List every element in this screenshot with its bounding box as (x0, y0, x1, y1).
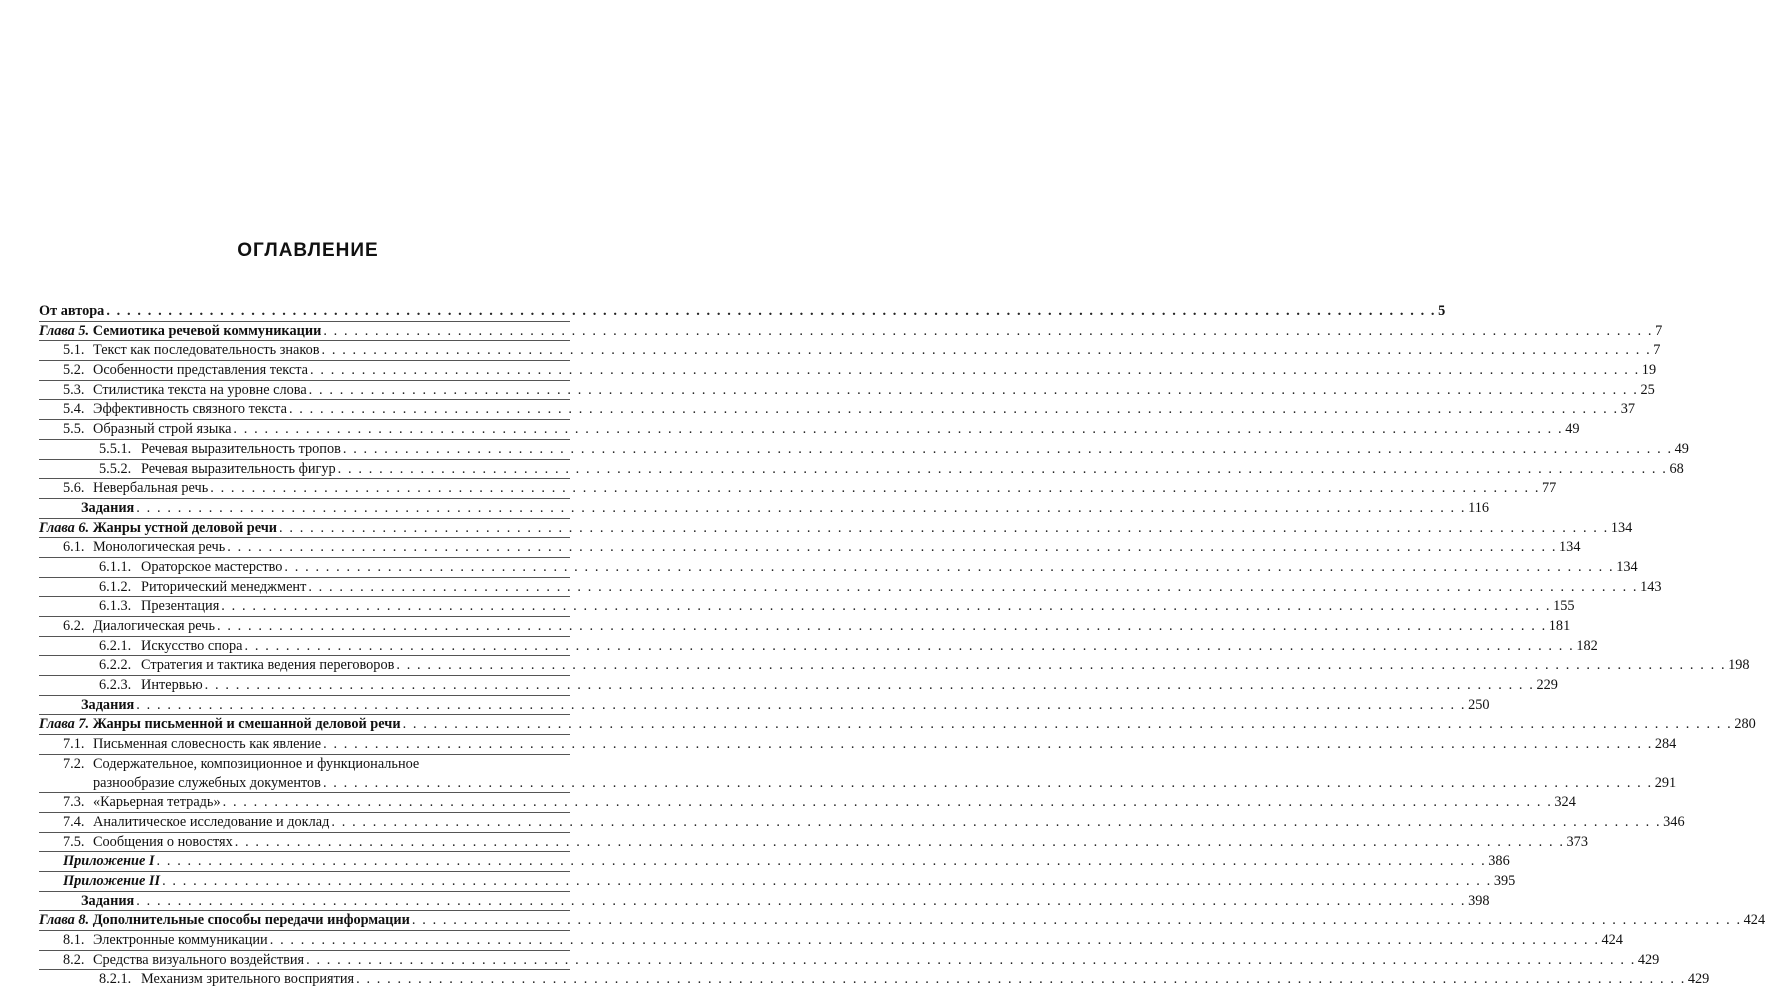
toc-entry[interactable] (39, 538, 1581, 558)
dot-leader (306, 951, 1636, 970)
toc-entry-page: 284 (1654, 736, 1677, 753)
dot-leader (331, 813, 1661, 832)
toc-entry[interactable] (39, 931, 1623, 951)
toc-entry-label: Задания (81, 499, 135, 516)
toc-entry[interactable] (39, 833, 1588, 853)
section-number: 6.1.1. (99, 558, 132, 575)
section-number: 7.2. (63, 755, 85, 772)
toc-entry[interactable] (39, 656, 1750, 676)
toc-entry-label: «Карьерная тетрадь» (93, 794, 221, 811)
section-number: 8.2. (63, 951, 85, 968)
toc-chapter-7[interactable] (39, 715, 1756, 735)
toc-entry-page: 77 (1542, 480, 1557, 497)
toc-entry-label: Диалогическая речь (93, 618, 215, 634)
dot-leader (223, 793, 1553, 812)
chapter-number: Глава 5. (39, 322, 90, 339)
toc-entry[interactable] (39, 951, 1660, 971)
dot-leader (322, 341, 1652, 360)
dot-leader (356, 970, 1686, 989)
toc-entry-label: Сообщения о новостях (93, 833, 233, 850)
toc-entry[interactable] (39, 597, 1575, 617)
dot-leader (136, 696, 1466, 715)
page-title: ОГЛАВЛЕНИЕ (237, 240, 379, 261)
dot-leader (310, 361, 1640, 380)
toc-entry-label: Жанры письменной и смешанной деловой речи (92, 716, 401, 733)
toc-entry-label: Риторический менеджмент (141, 578, 307, 595)
toc-entry-label: Дополнительные способы передачи информации (92, 912, 410, 929)
toc-entry-label: Эффективность связного текста (93, 401, 287, 418)
toc-entry[interactable] (39, 813, 1685, 833)
dot-leader (210, 479, 1540, 498)
toc-entry[interactable] (39, 793, 1576, 813)
toc-entry-label: Искусство спора (141, 637, 243, 654)
toc-entry-label: Содержательное, композиционное и функциональное (93, 755, 420, 772)
toc-entry-label: Электронные коммуникации (93, 932, 268, 949)
section-number: 8.1. (63, 932, 85, 949)
dot-leader (338, 460, 1668, 479)
section-number: 6.1.3. (99, 598, 132, 615)
toc-entry-page: 229 (1536, 677, 1558, 694)
toc-entry-label: От автора (39, 303, 105, 319)
toc-entry-label: Речевая выразительность фигур (141, 460, 336, 477)
toc-entry[interactable] (39, 558, 1638, 578)
chapter-number: Глава 6. (39, 519, 90, 536)
toc-entry-page: 395 (1493, 872, 1516, 889)
toc-entry-tasks[interactable] (39, 892, 1490, 912)
toc-entry-page: 143 (1640, 578, 1662, 595)
toc-chapter-5[interactable] (39, 322, 1663, 342)
dot-leader (227, 538, 1557, 557)
toc-entry[interactable] (39, 361, 1657, 381)
section-number: 6.2. (63, 618, 85, 634)
dot-leader (136, 499, 1466, 518)
section-number: 5.5. (63, 421, 85, 438)
toc-entry-tasks[interactable] (39, 696, 1490, 716)
toc-entry-page: 373 (1566, 833, 1588, 850)
toc-entry-tasks[interactable] (39, 499, 1489, 519)
toc-entry[interactable] (39, 381, 1655, 401)
toc-entry-label: Стратегия и тактика ведения переговоров (141, 657, 395, 674)
toc-entry-page: 49 (1565, 421, 1580, 438)
dot-leader (106, 302, 1436, 321)
dot-leader (162, 872, 1492, 891)
toc-entry-label: Механизм зрительного восприятия (141, 971, 355, 988)
dot-leader (284, 558, 1614, 577)
toc-entry[interactable] (39, 755, 1677, 793)
toc-entry-appendix-2[interactable] (39, 872, 1516, 892)
toc-entry-page: 324 (1554, 794, 1576, 811)
dot-leader (205, 676, 1535, 695)
section-number: 7.4. (63, 813, 85, 830)
toc-entry-page: 5 (1438, 303, 1446, 319)
toc-entry[interactable] (39, 617, 1571, 637)
toc-entry-label: Семиотика речевой коммуникации (92, 322, 322, 339)
toc-entry[interactable] (39, 479, 1557, 499)
toc-entry-page: 198 (1728, 657, 1750, 674)
toc-entry-page: 182 (1576, 637, 1598, 654)
section-number: 5.5.2. (99, 460, 132, 477)
toc-entry-page: 134 (1610, 519, 1633, 536)
dot-leader (221, 597, 1551, 616)
toc-entry[interactable] (39, 440, 1689, 460)
toc-entry-label: Образный строй языка (93, 421, 232, 438)
toc-entry-label-continued: разнообразие служебных документов (93, 774, 321, 791)
toc-entry-label: Задания (81, 696, 135, 713)
toc-entry-label: Презентация (141, 598, 220, 615)
section-number: 7.3. (63, 794, 85, 811)
toc-entry-page: 7 (1653, 342, 1661, 359)
toc-entry-appendix-1[interactable] (39, 852, 1510, 872)
section-number: 6.1. (63, 539, 85, 556)
toc-entry-page: 49 (1674, 440, 1689, 457)
toc-entry[interactable] (39, 400, 1636, 420)
toc-entry[interactable] (39, 735, 1677, 755)
section-number: 7.1. (63, 736, 85, 753)
toc-entry-page: 291 (1654, 774, 1677, 791)
dot-leader (412, 911, 1742, 930)
dot-leader (136, 892, 1466, 911)
table-of-contents (39, 302, 1765, 989)
toc-entry-label: Письменная словесность как явление (93, 736, 322, 753)
toc-entry[interactable] (39, 341, 1661, 361)
toc-entry-page: 155 (1553, 598, 1575, 615)
dot-leader (270, 931, 1600, 950)
dot-leader (279, 519, 1609, 538)
toc-entry-page: 134 (1616, 558, 1638, 575)
toc-entry-label: Текст как последовательность знаков (93, 342, 320, 359)
dot-leader (289, 400, 1619, 419)
toc-entry-label: Невербальная речь (93, 480, 209, 497)
section-number: 5.6. (63, 480, 85, 497)
dot-leader (308, 578, 1638, 597)
dot-leader (323, 322, 1653, 341)
toc-entry-page: 68 (1669, 460, 1684, 477)
section-number: 6.1.2. (99, 578, 132, 595)
dot-leader (233, 420, 1563, 439)
dot-leader (343, 440, 1673, 459)
toc-entry-label: Монологическая речь (93, 539, 226, 556)
toc-entry-label: Средства визуального воздействия (93, 951, 305, 968)
toc-entry-label: Особенности представления текста (93, 362, 309, 379)
toc-entry-page: 398 (1468, 892, 1490, 909)
toc-entry-page: 7 (1655, 322, 1663, 339)
toc-entry-page: 386 (1488, 853, 1510, 870)
section-number: 6.2.1. (99, 637, 132, 654)
toc-entry-label: Ораторское мастерство (141, 558, 283, 575)
toc-entry[interactable] (39, 970, 1710, 989)
toc-entry[interactable] (39, 637, 1598, 657)
section-number: 6.2.3. (99, 677, 132, 694)
toc-entry-label: Приложение II (63, 872, 161, 889)
dot-leader (323, 774, 1653, 793)
dot-leader (235, 833, 1565, 852)
section-number: 5.4. (63, 401, 85, 418)
toc-entry[interactable] (39, 420, 1580, 440)
toc-chapter-6[interactable] (39, 519, 1633, 539)
dot-leader (309, 381, 1639, 400)
toc-entry-page: 424 (1601, 932, 1623, 949)
toc-entry-label: Речевая выразительность тропов (141, 440, 341, 457)
toc-entry-page: 116 (1468, 499, 1489, 516)
toc-entry-label: Задания (81, 892, 135, 909)
toc-entry-page: 346 (1663, 813, 1685, 830)
toc-entry-page: 25 (1640, 381, 1655, 398)
dot-leader (396, 656, 1726, 675)
section-number: 5.5.1. (99, 440, 132, 457)
dot-leader (323, 735, 1653, 754)
toc-entry[interactable] (39, 676, 1558, 696)
toc-entry-page: 134 (1559, 539, 1581, 556)
toc-entry-page: 429 (1687, 971, 1710, 988)
dot-leader (217, 617, 1547, 636)
toc-entry-page: 429 (1637, 951, 1660, 968)
toc-entry-page: 19 (1641, 362, 1657, 379)
section-number: 8.2.1. (99, 971, 132, 988)
toc-chapter-8[interactable] (39, 911, 1765, 931)
toc-entry-page: 424 (1743, 912, 1765, 929)
dot-leader (157, 852, 1487, 871)
dot-leader (245, 637, 1575, 656)
section-number: 7.5. (63, 833, 85, 850)
toc-entry-page: 37 (1620, 401, 1636, 418)
toc-entry[interactable] (39, 578, 1662, 598)
toc-entry-page: 181 (1548, 618, 1571, 634)
toc-entry-page: 250 (1468, 696, 1490, 713)
dot-leader (403, 715, 1733, 734)
section-number: 5.1. (63, 342, 85, 359)
chapter-number: Глава 8. (39, 912, 90, 929)
toc-entry-label: Аналитическое исследование и доклад (93, 813, 330, 830)
chapter-number: Глава 7. (39, 716, 90, 733)
toc-entry-label: Интервью (141, 677, 203, 694)
toc-entry-label: Стилистика текста на уровне слова (93, 381, 307, 398)
section-number: 5.2. (63, 362, 85, 379)
section-number: 6.2.2. (99, 657, 132, 674)
toc-entry-page: 280 (1734, 716, 1756, 733)
toc-entry-label: Приложение I (63, 853, 155, 870)
section-number: 5.3. (63, 381, 85, 398)
toc-entry-label: Жанры устной деловой речи (92, 519, 278, 536)
toc-entry[interactable] (39, 460, 1684, 480)
toc-entry-author[interactable] (39, 302, 1446, 322)
